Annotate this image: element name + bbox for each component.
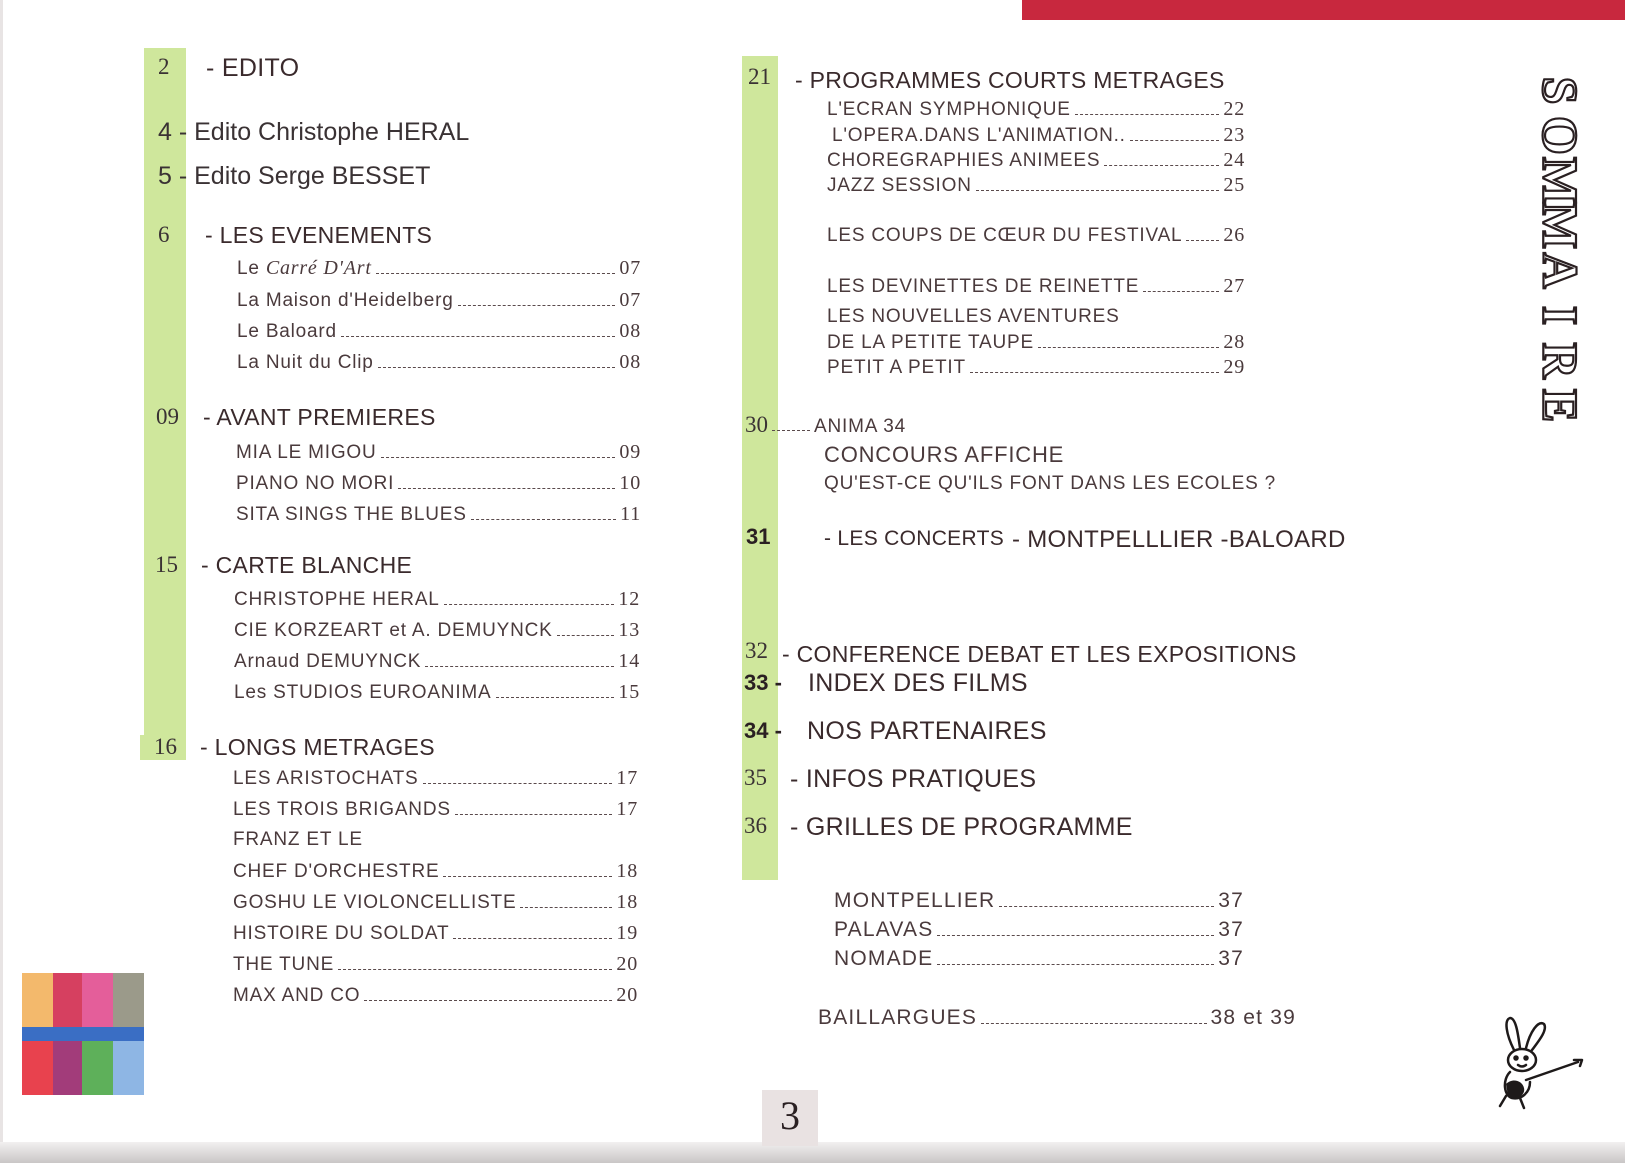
- dot-leader: [376, 273, 616, 274]
- toc-entry: [234, 681, 640, 704]
- entry-label: MIA LE MIGOU: [236, 442, 377, 463]
- concours-affiche: CONCOURS AFFICHE: [824, 442, 1065, 467]
- toc-entry: [827, 275, 1245, 298]
- entry-page: 17: [616, 767, 638, 789]
- dot-leader: [398, 488, 615, 489]
- entry-page: 12: [618, 588, 640, 610]
- dot-leader: [557, 635, 615, 636]
- title-letter: A: [1532, 252, 1589, 289]
- entry-label: FRANZ ET LE: [233, 829, 363, 850]
- entry-page: 26: [1223, 224, 1245, 246]
- toc-entry: [834, 889, 1244, 913]
- evenements-title: - LES EVENEMENTS: [205, 222, 433, 248]
- entry-label: Le Baloard: [237, 321, 337, 342]
- entry-label: THE TUNE: [233, 954, 335, 975]
- entry-page: 18: [616, 860, 638, 882]
- entry-label: MAX AND CO: [233, 985, 361, 1006]
- entry-label: SITA SINGS THE BLUES: [236, 504, 467, 525]
- dot-leader: [1038, 347, 1219, 348]
- toc-entry: [233, 860, 638, 883]
- carte-title: - CARTE BLANCHE: [201, 552, 413, 578]
- dot-leader: [423, 783, 613, 784]
- conference-num: 32: [745, 638, 768, 663]
- concerts-location: - MONTPELLLIER -BALOARD: [1012, 526, 1346, 553]
- dot-leader: [970, 372, 1220, 373]
- anima-num: 30: [745, 412, 768, 437]
- toc-entry: [233, 953, 638, 976]
- dot-leader: [1186, 240, 1219, 241]
- entry-page: 37: [1218, 918, 1244, 941]
- entry-page: 08: [619, 320, 641, 342]
- entry-page: 29: [1223, 356, 1245, 378]
- entry-page: 37: [1218, 889, 1244, 912]
- entry-page: 19: [616, 922, 638, 944]
- entry-page: 11: [620, 503, 641, 525]
- entry-page: 23: [1223, 124, 1245, 146]
- entry-label: Les STUDIOS EUROANIMA: [234, 682, 492, 703]
- dot-leader: [381, 457, 616, 458]
- dot-leader: [338, 969, 612, 970]
- dot-leader: [981, 1023, 1206, 1024]
- entry-label: CHRISTOPHE HERAL: [234, 589, 440, 610]
- entry-page: 27: [1223, 275, 1245, 297]
- entry-label: L'ECRAN SYMPHONIQUE: [827, 99, 1071, 120]
- dot-leader: [364, 1000, 612, 1001]
- toc-entry: [827, 98, 1245, 121]
- title-letter: R: [1532, 342, 1589, 379]
- toc-entry: [834, 947, 1244, 971]
- longs-num: 16: [154, 734, 177, 759]
- entry-label: LES ARISTOCHATS: [233, 768, 419, 789]
- dot-leader: [937, 964, 1214, 965]
- title-letter: O: [1532, 116, 1589, 155]
- entry-label: NOMADE: [834, 947, 934, 970]
- concerts-num: 31: [746, 524, 771, 549]
- entry-label: PETIT A PETIT: [827, 357, 966, 378]
- entry-label: HISTOIRE DU SOLDAT: [233, 923, 450, 944]
- courts-num: 21: [748, 64, 771, 89]
- toc-entry: [827, 356, 1245, 379]
- dot-leader: [471, 519, 616, 520]
- entry-label: CHEF D'ORCHESTRE: [233, 861, 440, 882]
- edito-num: 2: [158, 54, 170, 79]
- entry-label: La Nuit du Clip: [237, 352, 374, 373]
- conference-label: - CONFERENCE DEBAT ET LES EXPOSITIONS: [782, 641, 1297, 667]
- courts-title: - PROGRAMMES COURTS METRAGES: [795, 67, 1225, 93]
- dot-leader: [1130, 140, 1220, 141]
- dot-leader: [1143, 291, 1219, 292]
- toc-entry: [827, 149, 1245, 172]
- toc-entry: [827, 224, 1245, 247]
- entry-label: Arnaud DEMUYNCK: [234, 651, 422, 672]
- entry-label: PALAVAS: [834, 918, 934, 941]
- toc-entry: [237, 289, 641, 312]
- entry-label: L'OPERA.DANS L'ANIMATION..: [832, 125, 1126, 146]
- entry-page: 14: [618, 650, 640, 672]
- avant-title: - AVANT PREMIERES: [203, 404, 436, 430]
- anima-label: ANIMA 34: [814, 416, 906, 437]
- entry-label: La Maison d'Heidelberg: [237, 290, 454, 311]
- entry-label: LES COUPS DE CŒUR DU FESTIVAL: [827, 225, 1183, 246]
- entry-label: GOSHU LE VIOLONCELLISTE: [233, 892, 517, 913]
- title-letter: E: [1532, 388, 1589, 423]
- dot-leader: [976, 190, 1220, 191]
- dot-leader: [425, 666, 614, 667]
- edito-title: - EDITO: [206, 54, 300, 82]
- carte-num: 15: [155, 552, 178, 577]
- toc-entry: [237, 320, 641, 343]
- dot-leader: [458, 305, 616, 306]
- title-letter: I: [1532, 305, 1589, 326]
- entry-page: 25: [1223, 174, 1245, 196]
- toc-entry: [236, 503, 641, 526]
- dot-leader: [520, 907, 612, 908]
- title-letter: S: [1532, 76, 1589, 105]
- toc-entry: [233, 984, 638, 1007]
- entry-label: CHOREGRAPHIES ANIMEES: [827, 150, 1101, 171]
- entry-page: 24: [1223, 149, 1245, 171]
- edito-heral: 4 - Edito Christophe HERAL: [158, 118, 470, 146]
- index-num: 33 -: [744, 670, 782, 695]
- title-letter: M: [1532, 201, 1589, 250]
- entry-label: LES TROIS BRIGANDS: [233, 799, 451, 820]
- toc-entry: [233, 798, 638, 821]
- entry-label: LES DEVINETTES DE REINETTE: [827, 276, 1140, 297]
- entry-label: PIANO NO MORI: [236, 473, 395, 494]
- partenaires-label: NOS PARTENAIRES: [807, 717, 1047, 745]
- entry-page: 15: [618, 681, 640, 703]
- toc-entry: [832, 124, 1245, 147]
- page-title: [1530, 68, 1590, 428]
- edito-besset: 5 - Edito Serge BESSET: [158, 162, 431, 190]
- grilles-label: - GRILLES DE PROGRAMME: [790, 813, 1133, 841]
- entry-label: MONTPELLIER: [834, 889, 996, 912]
- entry-page: 18: [616, 891, 638, 913]
- infos-num: 35: [744, 765, 767, 790]
- entry-label: BAILLARGUES: [818, 1006, 978, 1029]
- toc-entry: [237, 351, 641, 374]
- avant-num: 09: [156, 404, 179, 429]
- right-green-highlight: [742, 56, 778, 880]
- longs-title: - LONGS METRAGES: [200, 734, 435, 760]
- toc-entry: [237, 257, 641, 280]
- toc-entry: [827, 331, 1245, 354]
- index-label: INDEX DES FILMS: [808, 669, 1028, 697]
- entry-page: 07: [619, 289, 641, 311]
- toc-entry: [233, 922, 638, 945]
- entry-italic: Carré D'Art: [265, 257, 372, 279]
- entry-page: 13: [618, 619, 640, 641]
- entry-page: 08: [619, 351, 641, 373]
- dot-leader: [453, 938, 612, 939]
- dot-leader: [772, 430, 810, 431]
- infos-label: - INFOS PRATIQUES: [790, 765, 1037, 793]
- dot-leader: [496, 697, 615, 698]
- entry-page: 20: [616, 984, 638, 1006]
- title-letter: M: [1532, 156, 1589, 205]
- festival-logo: [22, 973, 144, 1095]
- dot-leader: [443, 876, 612, 877]
- page-number: 3: [780, 1093, 800, 1138]
- entry-label: LES NOUVELLES AVENTURES: [827, 306, 1120, 327]
- dot-leader: [378, 367, 616, 368]
- entry-page: 09: [619, 441, 641, 463]
- entry-page: 10: [619, 472, 641, 494]
- toc-entry: [234, 619, 640, 642]
- dot-leader: [444, 604, 615, 605]
- toc-entry: [827, 174, 1245, 197]
- entry-label: DE LA PETITE TAUPE: [827, 332, 1034, 353]
- entry-page: 17: [616, 798, 638, 820]
- toc-entry: [234, 650, 640, 673]
- entry-prefix: Le: [237, 258, 266, 279]
- dot-leader: [937, 935, 1214, 936]
- evenements-num: 6: [158, 222, 170, 247]
- page-edge: [0, 0, 3, 1163]
- dot-leader: [1104, 165, 1219, 166]
- dot-leader: [455, 814, 613, 815]
- entry-page: 20: [616, 953, 638, 975]
- concerts-label: - LES CONCERTS: [824, 527, 1005, 550]
- anima-row: [745, 412, 906, 438]
- toc-entry: [834, 918, 1244, 942]
- top-red-bar: [1022, 0, 1625, 20]
- rabbit-guitar-icon: [1486, 1010, 1586, 1114]
- dot-leader: [341, 336, 615, 337]
- toc-entry: [233, 891, 638, 914]
- toc-entry: [236, 441, 641, 464]
- toc-entry: [236, 472, 641, 495]
- entry-page: 07: [619, 257, 641, 279]
- toc-entry: [234, 588, 640, 611]
- entry-label: CIE KORZEART et A. DEMUYNCK: [234, 620, 553, 641]
- entry-page: 28: [1223, 331, 1245, 353]
- dot-leader: [1075, 114, 1220, 115]
- entry-label: JAZZ SESSION: [827, 175, 972, 196]
- entry-page: 37: [1218, 947, 1244, 970]
- partenaires-num: 34 -: [744, 718, 782, 743]
- toc-entry: [233, 767, 638, 790]
- entry-page: 22: [1223, 98, 1245, 120]
- entry-page: 38 et 39: [1210, 1006, 1296, 1029]
- grilles-num: 36: [744, 813, 767, 838]
- toc-entry: [818, 1006, 1296, 1030]
- ecoles-line: QU'EST-CE QU'ILS FONT DANS LES ECOLES ?: [824, 473, 1276, 494]
- dot-leader: [999, 906, 1214, 907]
